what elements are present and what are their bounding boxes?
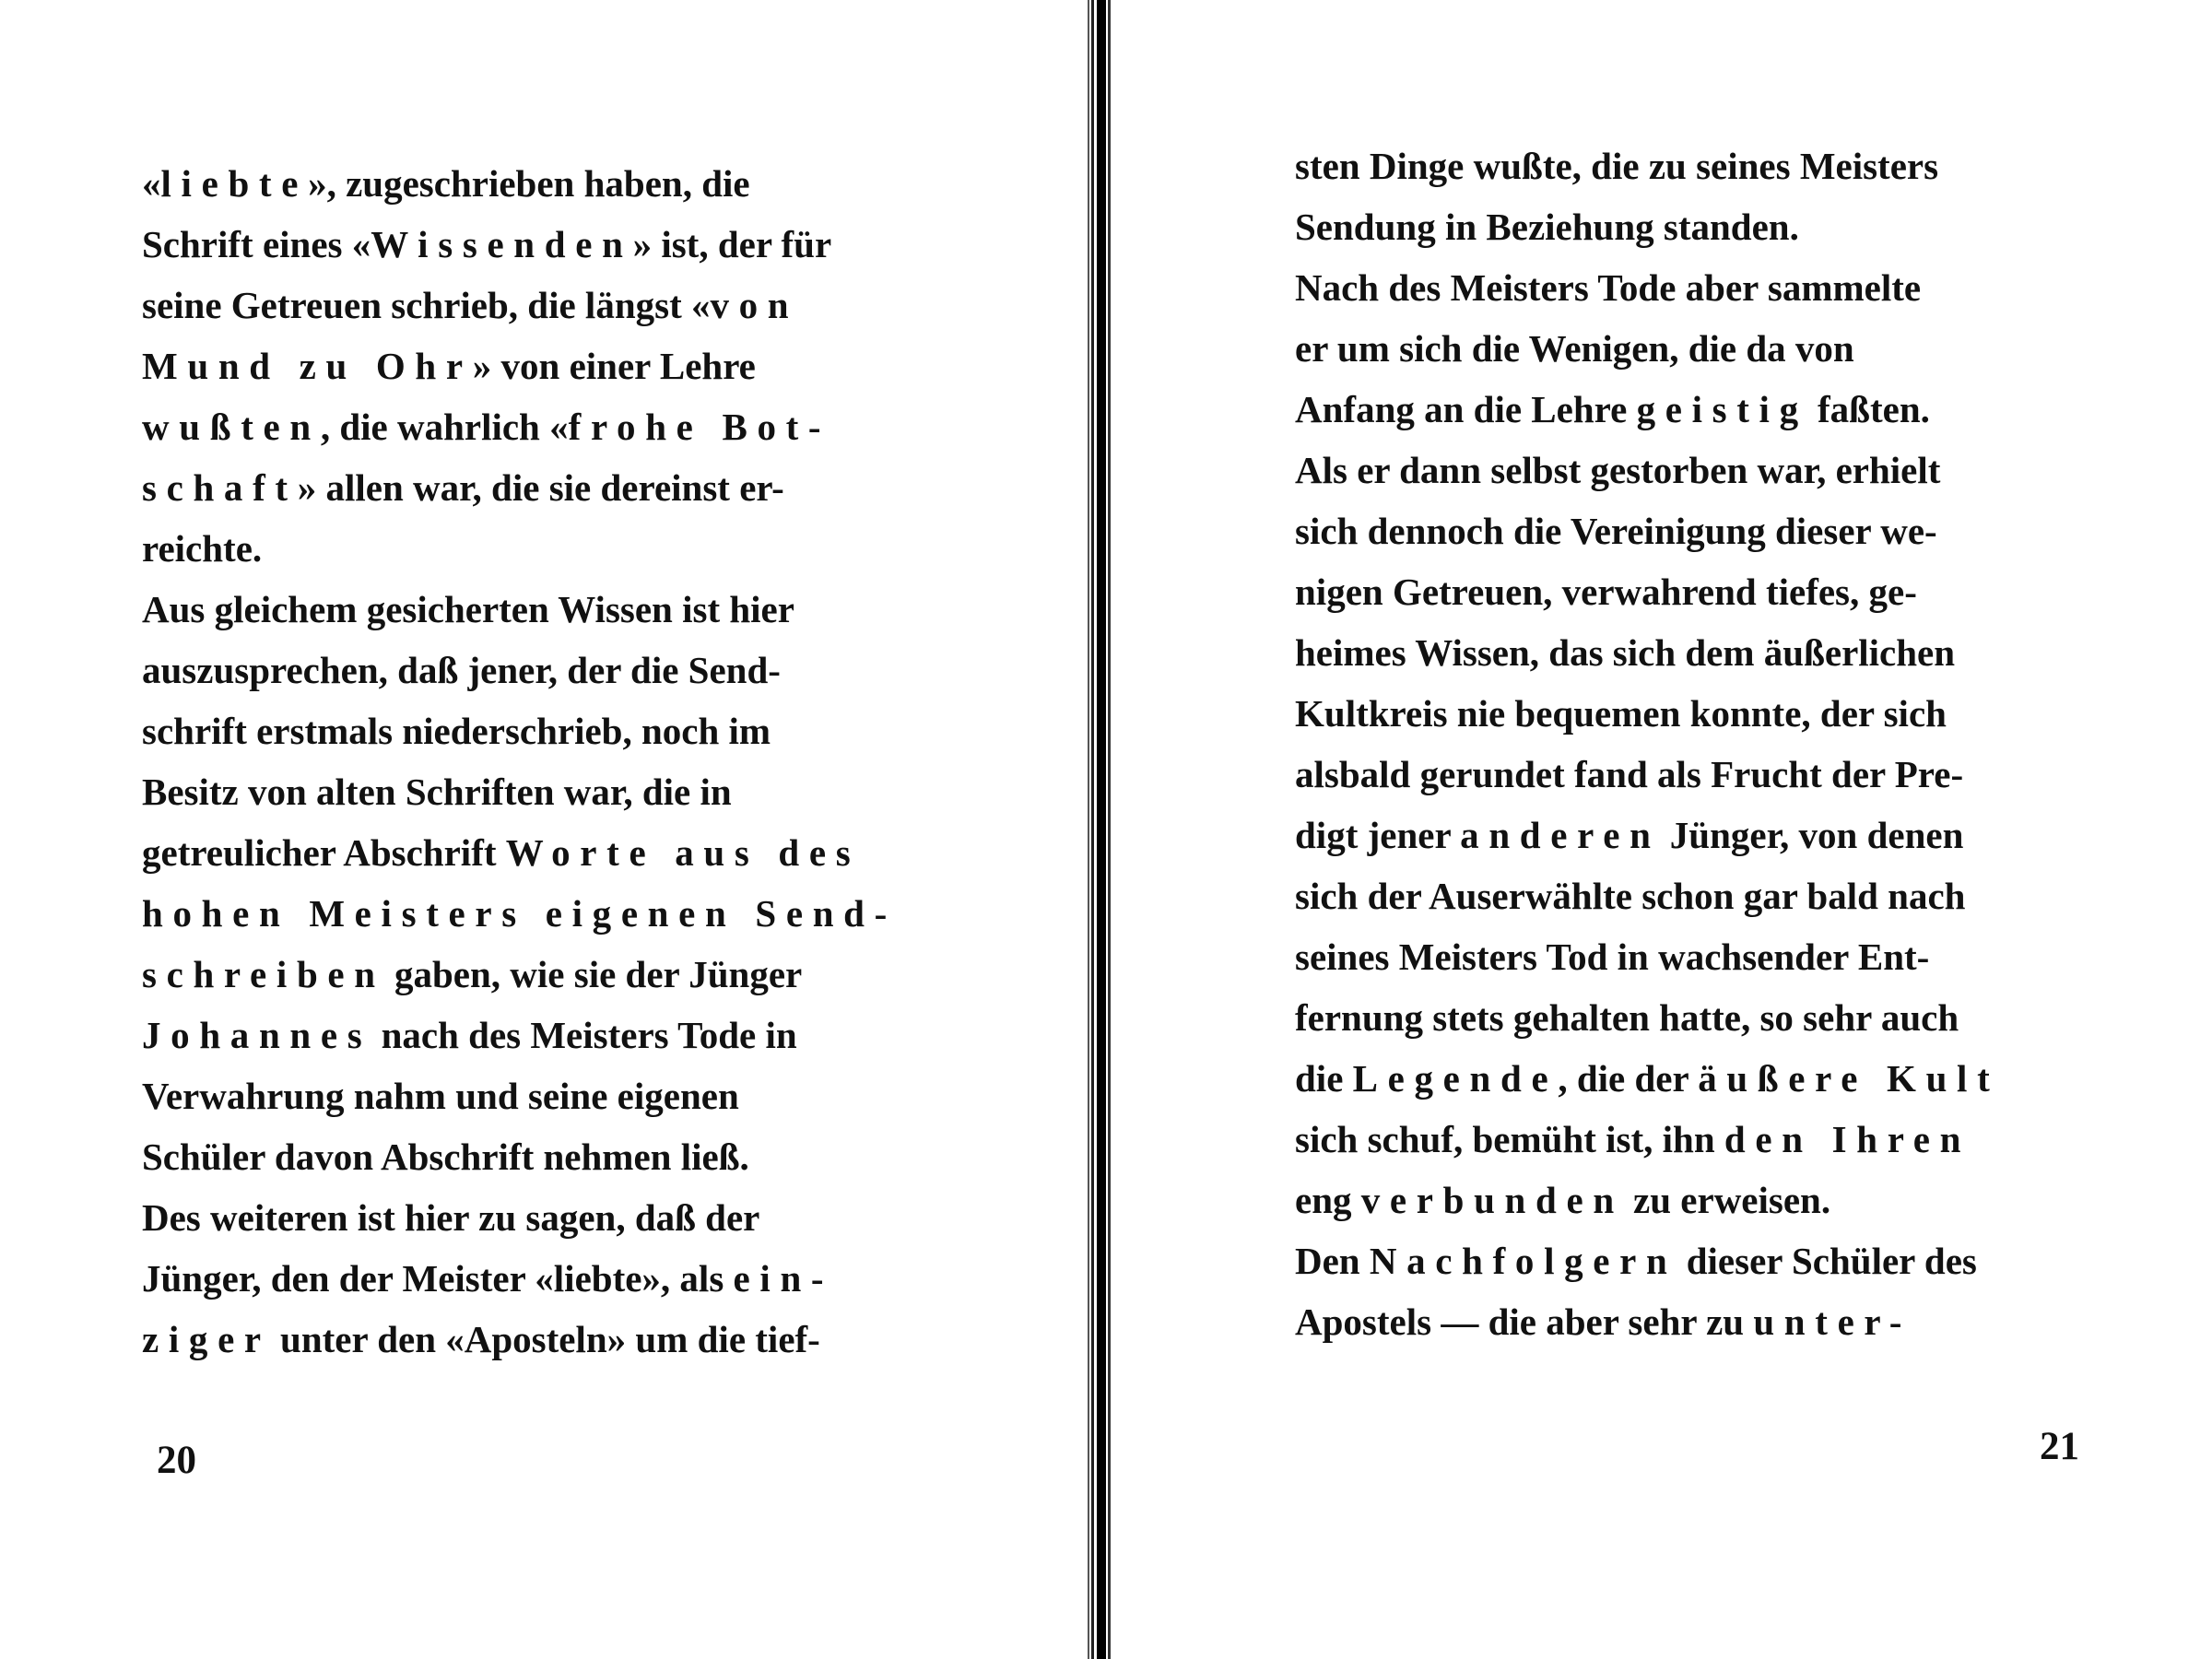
text-line: fernung stets gehalten hatte, so sehr auch (1295, 996, 1959, 1039)
text-line: die Legende, die der äußere Kult (1295, 1057, 2000, 1100)
text-line: Als er dann selbst gestorben war, erhielt (1295, 449, 1941, 491)
text-line: Nach des Meisters Tode aber sammelte (1295, 266, 1922, 309)
text-line: hohen Meisters eigenen Send- (142, 892, 897, 935)
page-number-left: 20 (157, 1439, 196, 1482)
book-gutter (1086, 0, 1119, 1659)
text-line: nigen Getreuen, verwahrend tiefes, ge- (1295, 571, 1917, 613)
text-line: reichte. (142, 527, 263, 570)
text-line: Mund zu Ohr» von einer Lehre (142, 345, 756, 387)
text-line: heimes Wissen, das sich dem äußerlichen (1295, 631, 1956, 674)
text-line: Sendung in Beziehung standen. (1295, 206, 1799, 248)
text-line: Kultkreis nie bequemen konnte, der sich (1295, 692, 1947, 735)
text-line: er um sich die Wenigen, die da von (1295, 327, 1854, 370)
gutter-edge (1091, 0, 1094, 1659)
text-line: Anfang an die Lehre geistig faßten. (1295, 388, 1930, 430)
text-line: schrift erstmals niederschrieb, noch im (142, 710, 771, 752)
text-line: Besitz von alten Schriften war, die in (142, 771, 732, 813)
text-line: Schüler davon Abschrift nehmen ließ. (142, 1135, 749, 1178)
text-line: «liebte», zugeschrieben haben, die (142, 162, 750, 205)
text-line: sten Dinge wußte, die zu seines Meisters (1295, 145, 1939, 187)
text-line: Jünger, den der Meister «liebte», als ein- (142, 1257, 834, 1300)
text-line: digt jener anderen Jünger, von denen (1295, 814, 1964, 856)
text-line: Verwahrung nahm und seine eigenen (142, 1075, 739, 1117)
text-line: Des weiteren ist hier zu sagen, daß der (142, 1196, 760, 1239)
gutter-spine (1097, 0, 1106, 1659)
text-line: sich dennoch die Vereinigung dieser we- (1295, 510, 1937, 552)
text-line: Aus gleichem gesicherten Wissen ist hier (142, 588, 794, 630)
text-line: alsbald gerundet fand als Frucht der Pre- (1295, 753, 1964, 795)
text-line: eng verbunden zu erweisen. (1295, 1179, 1831, 1221)
page-number-right: 21 (2040, 1425, 2079, 1468)
gutter-edge (1108, 0, 1111, 1659)
text-line: sich schuf, bemüht ist, ihn den Ihren (1295, 1118, 1971, 1160)
gutter-shadow (1088, 0, 1089, 1659)
text-line: Johannes nach des Meisters Tode in (142, 1014, 797, 1056)
text-line: Apostels — die aber sehr zu unter- (1295, 1300, 1912, 1343)
text-line: getreulicher Abschrift Worte aus des (142, 831, 861, 874)
text-line: sich der Auserwählte schon gar bald nach (1295, 875, 1966, 917)
text-line: Den Nachfolgern dieser Schüler des (1295, 1240, 1977, 1282)
text-line: seine Getreuen schrieb, die längst «von (142, 284, 799, 326)
text-line: ziger unter den «Aposteln» um die tief- (142, 1318, 820, 1360)
text-line: schaft» allen war, die sie dereinst er- (142, 466, 784, 509)
text-line: wußten, die wahrlich «frohe Bot- (142, 406, 831, 448)
text-line: Schrift eines «Wissenden» ist, der für (142, 223, 832, 265)
text-line: auszusprechen, daß jener, der die Send- (142, 649, 781, 691)
text-line: schreiben gaben, wie sie der Jünger (142, 953, 803, 995)
text-line: seines Meisters Tod in wachsender Ent- (1295, 935, 1930, 978)
